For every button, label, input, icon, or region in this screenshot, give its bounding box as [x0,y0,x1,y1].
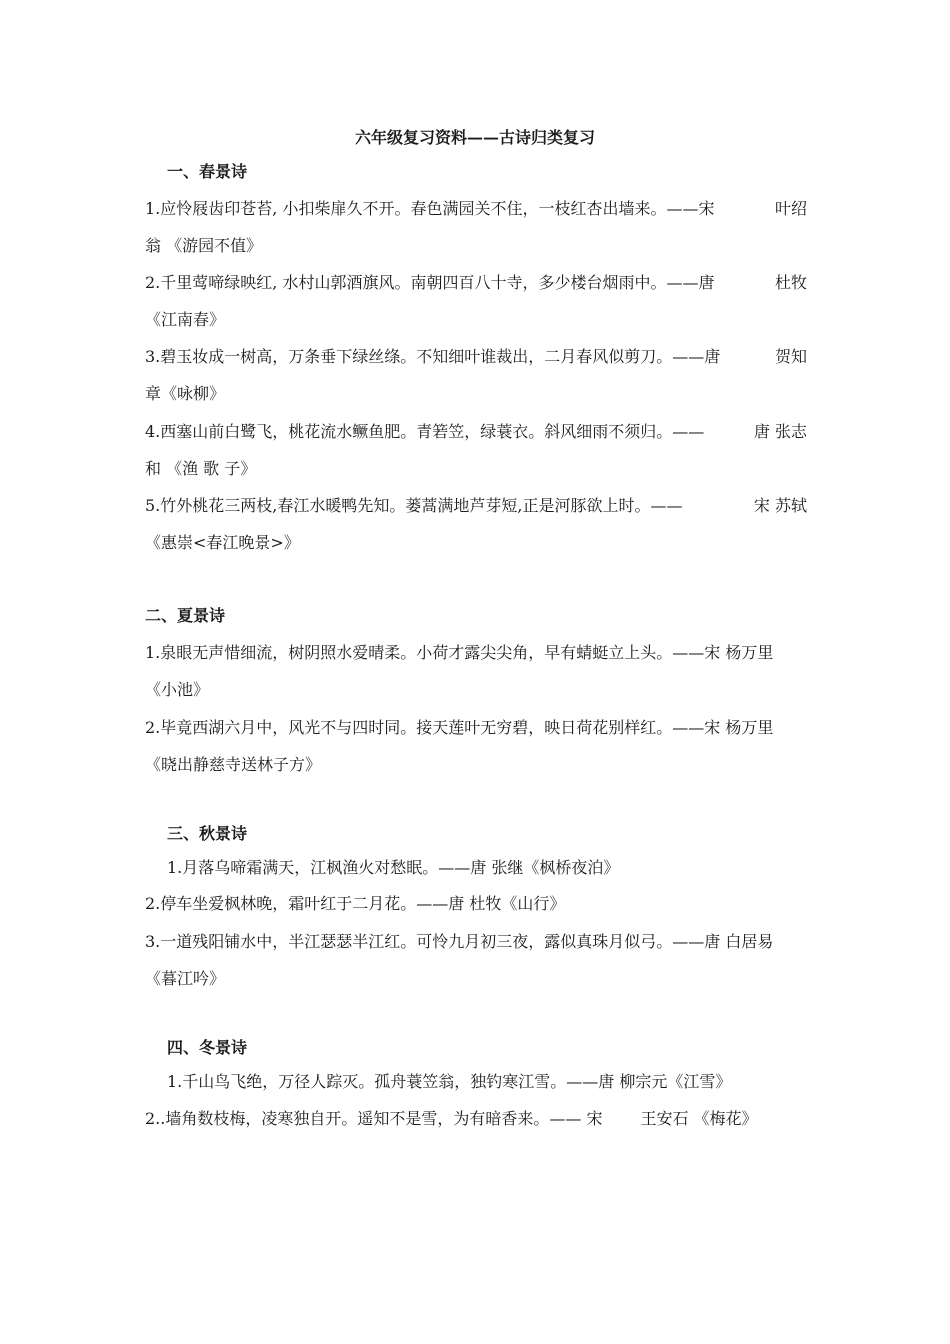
poem-line: 《暮江吟》 [145,969,226,988]
section-heading-spring: 一、春景诗 [167,162,248,181]
poem-line [145,198,807,220]
poem-line: 1.千山鸟飞绝，万径人踪灭。孤舟蓑笠翁，独钓寒江雪。——唐 柳宗元《江雪》 [167,1072,732,1091]
poem-line [145,272,807,294]
poem-text: 5.竹外桃花三两枝,春江水暖鸭先知。蒌蒿满地芦芽短,正是河豚欲上时。—— [145,496,683,515]
poem-author: 叶绍 [774,199,807,218]
poem-author: 宋 苏轼 [753,496,807,515]
poem-line: 《江南春》 [145,310,226,329]
poem-line: 《小池》 [145,680,210,699]
poem-line [145,1108,807,1130]
poem-line: 《晓出静慈寺送林子方》 [145,755,322,774]
section-heading-autumn: 三、秋景诗 [167,824,248,843]
section-heading-summer: 二、夏景诗 [145,606,226,625]
poem-text: 2.千里莺啼绿映红, 水村山郭酒旗风。南朝四百八十寺，多少楼台烟雨中。——唐 [145,273,715,292]
poem-line: 《惠崇<春江晚景>》 [145,533,300,552]
section-heading-winter: 四、冬景诗 [167,1038,248,1057]
poem-line: 翁 《游园不值》 [145,236,263,255]
poem-author: 杜牧 [774,273,807,292]
poem-text: 3.碧玉妆成一树高，万条垂下绿丝绦。不知细叶谁裁出，二月春风似剪刀。——唐 [145,347,721,366]
poem-line: 2.停车坐爱枫林晚，霜叶红于二月花。——唐 杜牧《山行》 [145,894,566,913]
poem-line: 1.月落乌啼霜满天，江枫渔火对愁眠。——唐 张继《枫桥夜泊》 [167,858,620,877]
poem-text: 2..墙角数枝梅，凌寒独自开。遥知不是雪，为有暗香来。—— 宋 [145,1109,603,1128]
poem-author: 贺知 [774,347,807,366]
poem-line: 1.泉眼无声惜细流，树阴照水爱晴柔。小荷才露尖尖角，早有蜻蜓立上头。——宋 杨万里 [145,643,774,662]
poem-line: 章《咏柳》 [145,384,226,403]
poem-line: 和 《渔 歌 子》 [145,459,257,478]
poem-line [145,421,807,443]
poem-author: 唐 张志 [753,422,807,441]
poem-author: 王安石 《梅花》 [640,1109,758,1128]
poem-line: 2.毕竟西湖六月中，风光不与四时同。接天莲叶无穷碧，映日荷花别样红。——宋 杨万里 [145,718,774,737]
poem-text: 1.应怜屐齿印苍苔, 小扣柴扉久不开。春色满园关不住，一枝红杏出墙来。——宋 [145,199,715,218]
document-title: 六年级复习资料——古诗归类复习 [354,128,595,147]
poem-line [145,495,807,517]
poem-line: 3.一道残阳铺水中，半江瑟瑟半江红。可怜九月初三夜，露似真珠月似弓。——唐 白居易 [145,932,774,951]
poem-line [145,346,807,368]
poem-text: 4.西塞山前白鹭飞，桃花流水鳜鱼肥。青箬笠，绿蓑衣。斜风细雨不须归。—— [145,422,705,441]
